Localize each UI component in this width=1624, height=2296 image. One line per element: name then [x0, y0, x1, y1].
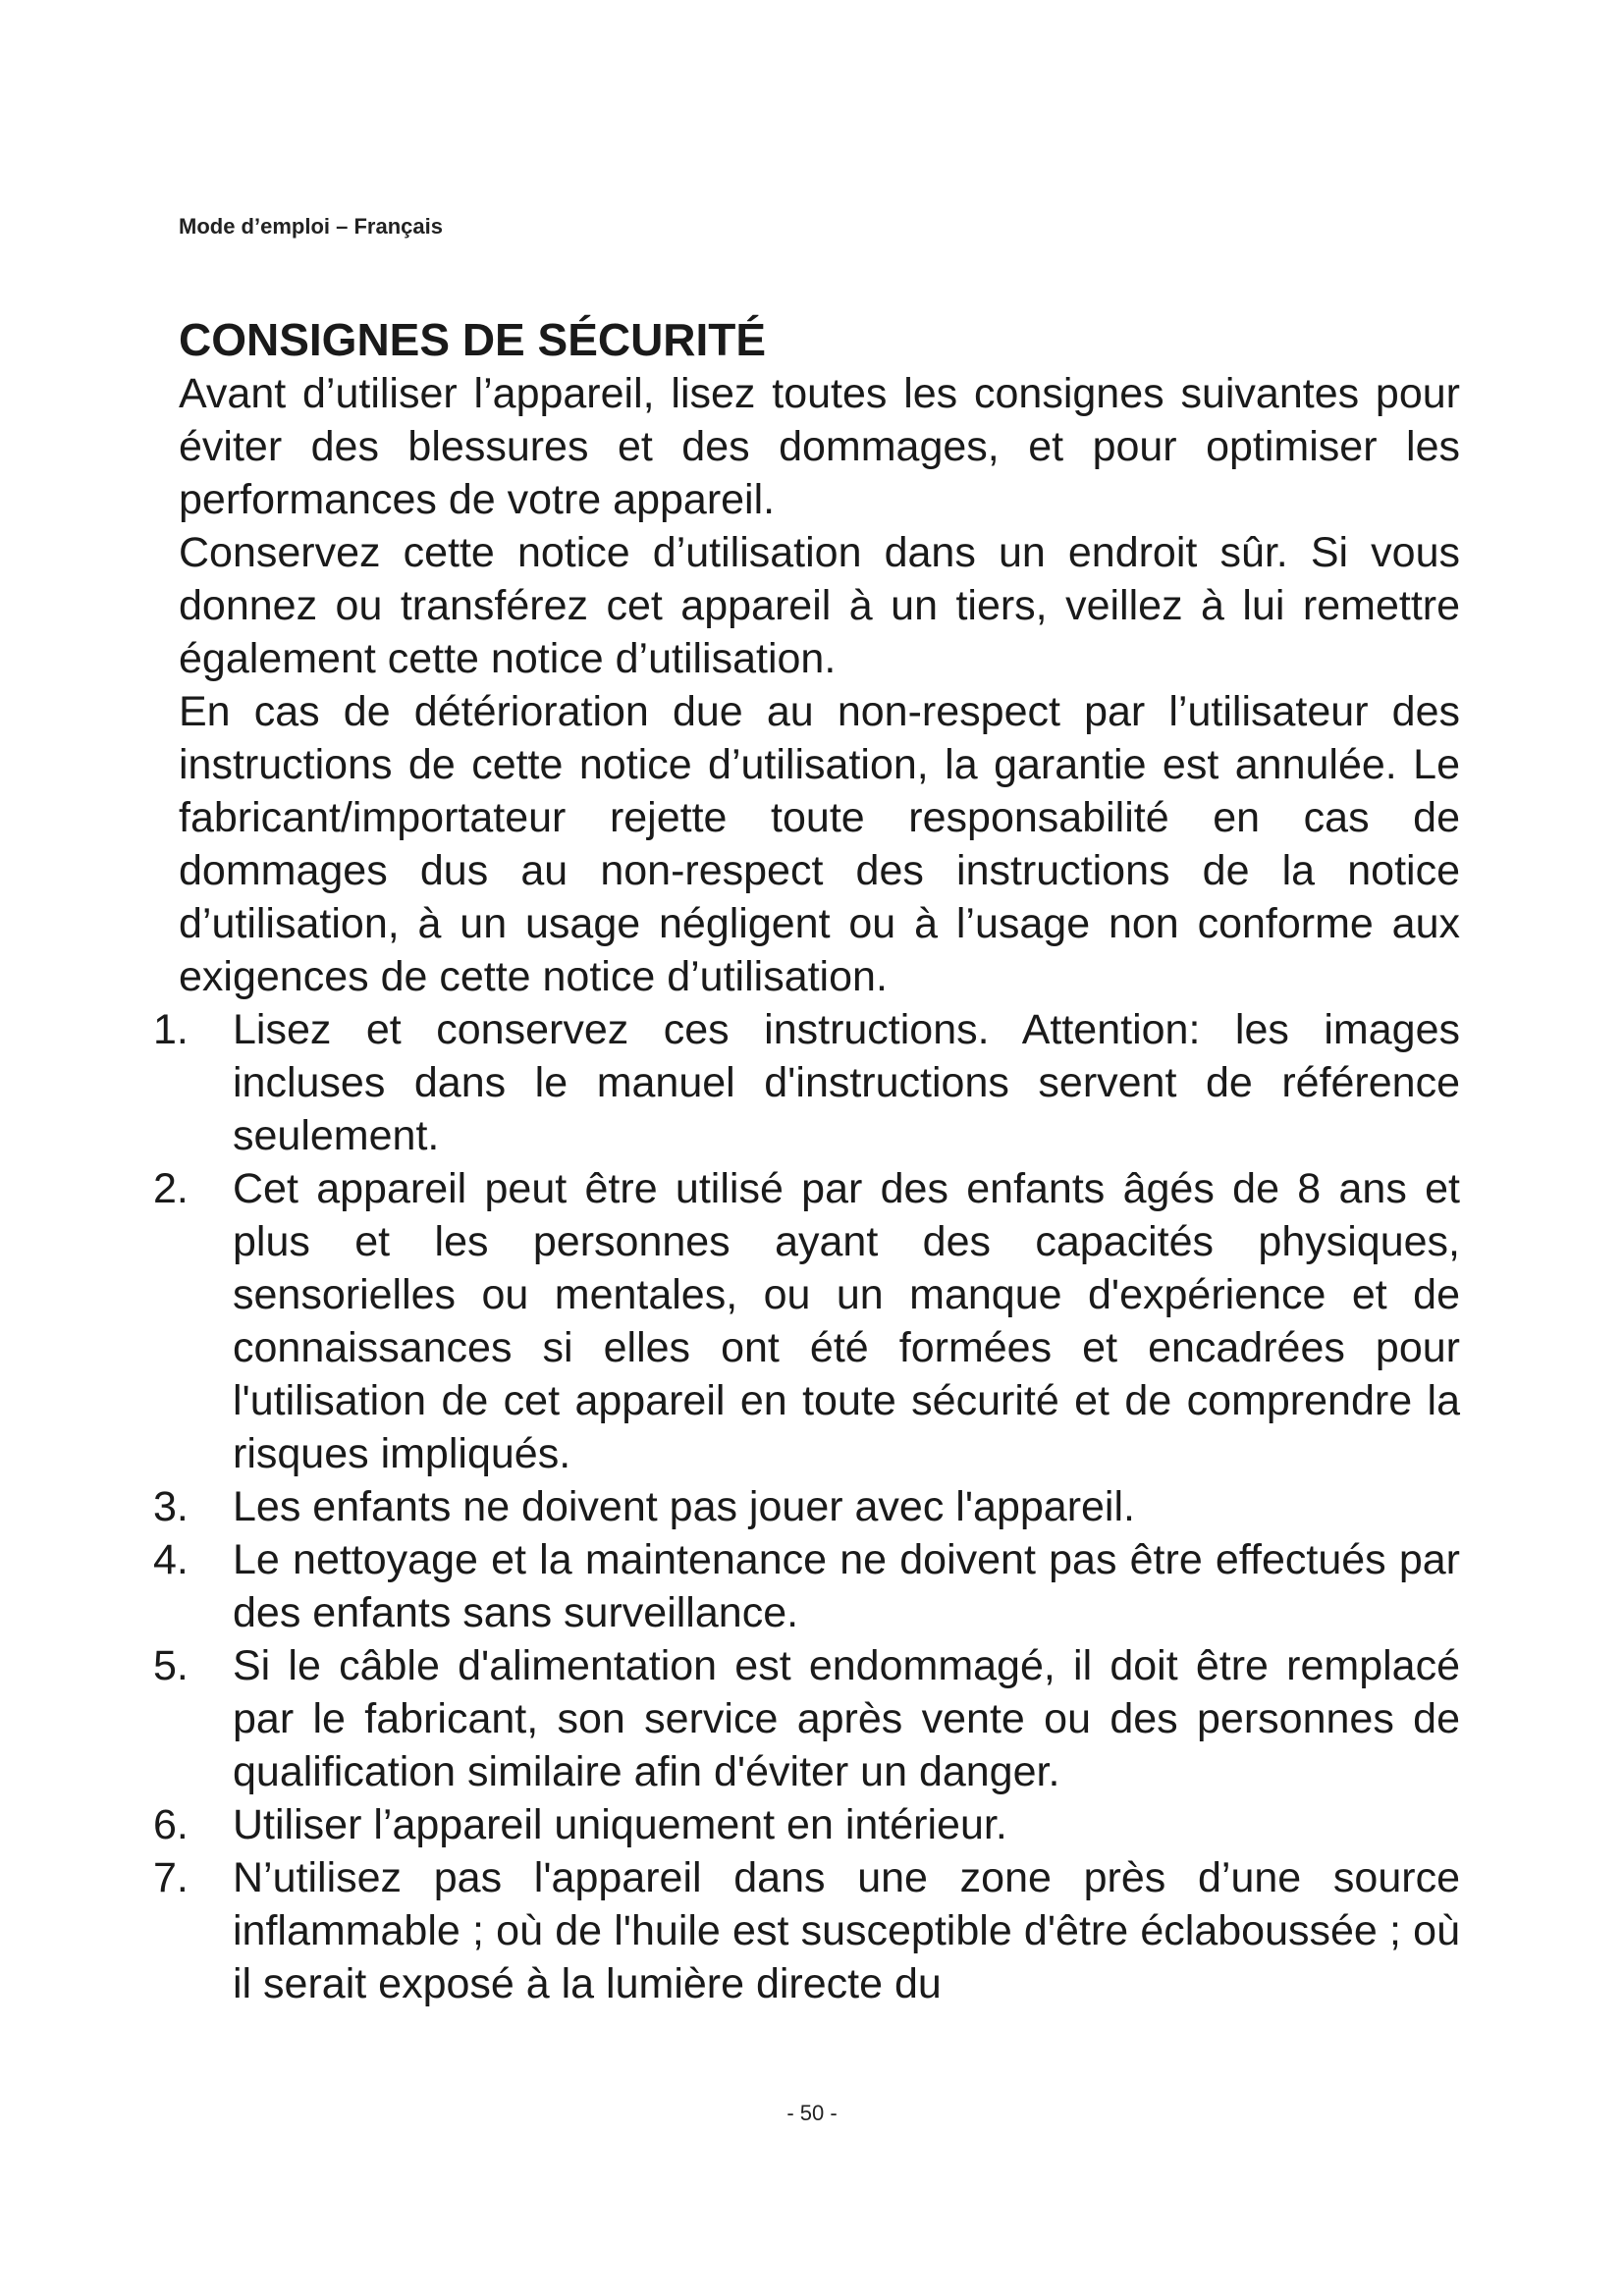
- section-title: CONSIGNES DE SÉCURITÉ: [179, 314, 767, 365]
- list-item-number: 7.: [153, 1854, 189, 1901]
- list-item-number: 4.: [153, 1536, 189, 1583]
- intro-paragraph: Avant d’utiliser l’appareil, lisez toutes les consignes suivantes pour éviter des blessures et des dommages, et pour optimiser les performances de votre appareil.: [179, 370, 1460, 523]
- list-item-text: Les enfants ne doivent pas jouer avec l'appareil.: [233, 1483, 1135, 1530]
- list-item-number: 6.: [153, 1801, 189, 1848]
- list-item-text: Le nettoyage et la maintenance ne doivent pas être effectués par des enfants sans surveillance.: [233, 1536, 1460, 1636]
- storage-paragraph: Conservez cette notice d’utilisation dans un endroit sûr. Si vous donnez ou transférez cet appareil à un tiers, veillez à lui remettre également cette notice d’utilisation.: [179, 529, 1460, 682]
- safety-section: [153, 312, 1460, 2010]
- list-item-text: Utiliser l’appareil uniquement en intérieur.: [233, 1801, 1007, 1848]
- warranty-paragraph: En cas de détérioration due au non-respect par l’utilisateur des instructions de cette notice d’utilisation, la garantie est annulée. Le fabricant/importateur rejette toute responsabilité en cas de dommages dus au non-respect des instructions de la notice d’utilisation, à un usage négligent ou à l’usage non conforme aux exigences de cette notice d’utilisation.: [179, 688, 1460, 1000]
- list-item: [153, 1533, 1460, 1639]
- list-item-number: 1.: [153, 1006, 189, 1053]
- list-item-number: 3.: [153, 1483, 189, 1530]
- list-item-text: N’utilisez pas l'appareil dans une zone près d’une source inflammable ; où de l'huile est susceptible d'être éclaboussée ; où il serait exposé à la lumière directe du: [233, 1854, 1460, 2007]
- safety-instructions-list: [153, 1003, 1460, 2010]
- list-item-text: Si le câble d'alimentation est endommagé, il doit être remplacé par le fabricant, son service après vente ou des personnes de qualification similaire afin d'éviter un danger.: [233, 1642, 1460, 1795]
- page-header: Mode d’emploi – Français: [179, 214, 443, 239]
- list-item: [153, 1798, 1460, 1851]
- list-item: [153, 1162, 1460, 1480]
- page-number: - 50 -: [786, 2101, 838, 2125]
- list-item: [153, 1480, 1460, 1533]
- list-item-number: 5.: [153, 1642, 189, 1689]
- list-item-number: 2.: [153, 1165, 189, 1212]
- list-item: [153, 1851, 1460, 2010]
- list-item: [153, 1003, 1460, 1162]
- list-item-text: Cet appareil peut être utilisé par des enfants âgés de 8 ans et plus et les personnes ayant des capacités physiques, sensorielles ou mentales, ou un manque d'expérience et de connaissances si elles ont été formées et encadrées pour l'utilisation de cet appareil en toute sécurité et de comprendre la risques impliqués.: [233, 1165, 1460, 1477]
- list-item-text: Lisez et conservez ces instructions. Attention: les images incluses dans le manuel d'instructions servent de référence seulement.: [233, 1006, 1460, 1159]
- list-item: [153, 1639, 1460, 1798]
